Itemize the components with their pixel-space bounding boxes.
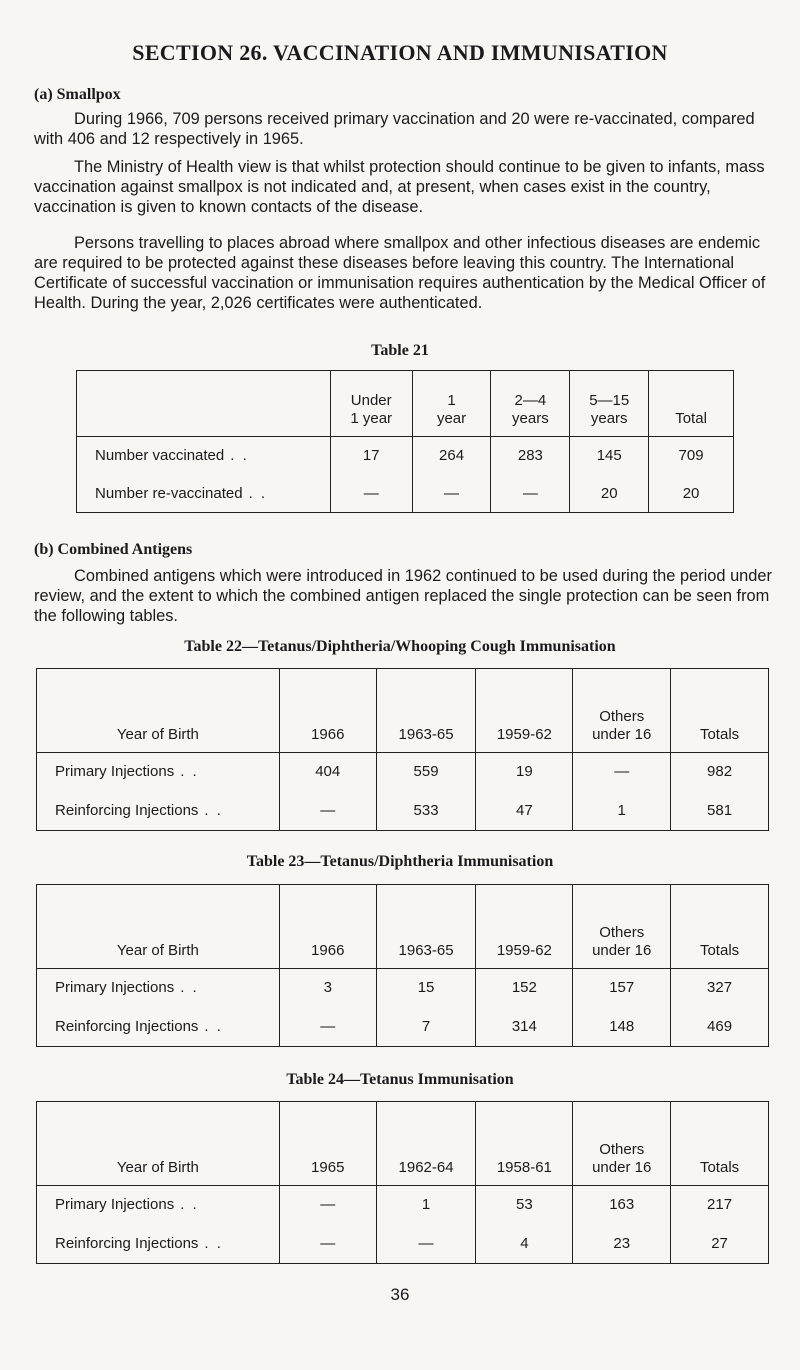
row-label <box>37 969 280 1007</box>
row-label-text: Reinforcing Injections <box>55 1234 199 1252</box>
row-label-text: Reinforcing Injections <box>55 1017 199 1035</box>
cell: 1 <box>376 1186 476 1224</box>
header-text: 1966 <box>311 726 345 743</box>
table-21-header-label <box>77 371 331 437</box>
leader-dots: . . <box>180 1196 199 1214</box>
cell: 581 <box>671 791 769 831</box>
table-21-header-total <box>649 371 734 437</box>
table-row <box>77 475 734 513</box>
cell: 53 <box>476 1186 573 1224</box>
header-text: Totals <box>699 726 740 743</box>
header-text: 2—4 years <box>512 392 549 427</box>
header-text: Totals <box>699 942 740 959</box>
cell: 3 <box>279 969 376 1007</box>
table-21-header-under-1 <box>330 371 412 437</box>
header-text: 5—15 years <box>589 392 630 427</box>
cell: 4 <box>476 1224 573 1264</box>
header-text: Others under 16 <box>592 708 652 743</box>
header-text: 1 year <box>436 392 467 427</box>
cell: — <box>279 1186 376 1224</box>
header-text: 1959-62 <box>496 942 552 959</box>
table-row <box>37 1224 769 1264</box>
header-text: Others under 16 <box>592 1141 652 1176</box>
row-label <box>37 1007 280 1047</box>
table-row <box>77 437 734 475</box>
leader-dots: . . <box>204 1234 223 1252</box>
row-label-text: Primary Injections <box>55 1196 175 1214</box>
cell: 27 <box>671 1224 769 1264</box>
table-24-header-totals <box>671 1102 769 1186</box>
header-text: 1966 <box>311 942 345 959</box>
table-24-header-others <box>573 1102 671 1186</box>
paragraph-smallpox-1: During 1966, 709 persons received primary vaccination and 20 were re-vaccinated, compared with 406 and 12 respectively in 1965. <box>34 110 755 148</box>
cell: — <box>412 475 491 513</box>
header-text: Totals <box>699 1159 740 1176</box>
table-23-header-year-of-birth <box>37 885 280 969</box>
table-23-header-others <box>573 885 671 969</box>
leader-dots: . . <box>204 1017 223 1035</box>
cell: 709 <box>649 437 734 475</box>
row-label-text: Reinforcing Injections <box>55 801 199 819</box>
cell: 982 <box>671 753 769 791</box>
row-label <box>37 1186 280 1224</box>
table-23-title: Table 23—Tetanus/Diphtheria Immunisation <box>246 853 554 870</box>
cell: 1 <box>573 791 671 831</box>
row-label <box>77 475 331 513</box>
cell: 469 <box>671 1007 769 1047</box>
cell: 157 <box>573 969 671 1007</box>
table-23 <box>36 884 769 1047</box>
cell: 559 <box>376 753 476 791</box>
table-24-header-year-of-birth <box>37 1102 280 1186</box>
table-22-header-1959-62 <box>476 669 573 753</box>
header-text: 1962-64 <box>398 1159 454 1176</box>
header-text: Year of Birth <box>116 942 199 959</box>
row-label-text: Primary Injections <box>55 763 175 781</box>
subheading-smallpox: (a) Smallpox <box>34 86 121 103</box>
header-text: 1963-65 <box>398 942 454 959</box>
header-text: 1958-61 <box>496 1159 552 1176</box>
paragraph-combined-antigens: Combined antigens which were introduced in 1962 continued to be used during the period under review, and the extent to which the combined antigen replaced the single protection can be seen from the following tables. <box>34 567 772 625</box>
row-label <box>37 791 280 831</box>
table-21-title: Table 21 <box>371 342 429 359</box>
header-text: 1959-62 <box>496 726 552 743</box>
cell: 7 <box>376 1007 476 1047</box>
section-title: SECTION 26. VACCINATION AND IMMUNISATION <box>132 40 668 65</box>
row-label <box>37 753 280 791</box>
leader-dots: . . <box>248 484 268 502</box>
leader-dots: . . <box>180 979 199 997</box>
cell: 47 <box>476 791 573 831</box>
leader-dots: . . <box>230 447 249 465</box>
table-24-header-1962-64 <box>376 1102 476 1186</box>
paragraph-smallpox-2: The Ministry of Health view is that whilst protection should continue to be given to infants, mass vaccination against smallpox is not indicated and, at present, when cases exist in the country, vaccination is given to known contacts of the disease. <box>34 158 765 216</box>
cell: — <box>279 1007 376 1047</box>
table-row <box>37 969 769 1007</box>
cell: 404 <box>279 753 376 791</box>
cell: 283 <box>491 437 570 475</box>
cell: 163 <box>573 1186 671 1224</box>
cell: 17 <box>330 437 412 475</box>
header-text: Others under 16 <box>592 924 652 959</box>
table-23-header-1966 <box>279 885 376 969</box>
table-23-header-1963-65 <box>376 885 476 969</box>
row-label-text: Primary Injections <box>55 979 175 997</box>
cell: 327 <box>671 969 769 1007</box>
leader-dots: . . <box>180 763 199 781</box>
table-24 <box>36 1101 769 1264</box>
cell: 15 <box>376 969 476 1007</box>
header-text: Year of Birth <box>116 1159 199 1176</box>
table-row <box>37 753 769 791</box>
table-22-header-year-of-birth <box>37 669 280 753</box>
table-22-header-others <box>573 669 671 753</box>
cell: — <box>279 1224 376 1264</box>
table-22-header-1966 <box>279 669 376 753</box>
header-text: 1963-65 <box>398 726 454 743</box>
table-21 <box>76 370 734 513</box>
subheading-combined-antigens: (b) Combined Antigens <box>34 541 193 558</box>
table-22-title: Table 22—Tetanus/Diphtheria/Whooping Cough Immunisation <box>184 638 616 655</box>
table-row <box>37 1007 769 1047</box>
header-text: 1965 <box>311 1159 345 1176</box>
header-text: Total <box>675 410 707 427</box>
table-21-header-5-15 <box>570 371 649 437</box>
table-row <box>37 1186 769 1224</box>
cell: 533 <box>376 791 476 831</box>
row-label-text: Number vaccinated <box>95 447 225 465</box>
cell: — <box>279 791 376 831</box>
table-23-header-1959-62 <box>476 885 573 969</box>
table-21-header-1-year <box>412 371 491 437</box>
table-21-header-2-4 <box>491 371 570 437</box>
row-label <box>37 1224 280 1264</box>
table-23-header-totals <box>671 885 769 969</box>
cell: 20 <box>649 475 734 513</box>
table-22-header-1963-65 <box>376 669 476 753</box>
cell: — <box>491 475 570 513</box>
cell: 20 <box>570 475 649 513</box>
cell: 23 <box>573 1224 671 1264</box>
table-22 <box>36 668 769 831</box>
cell: — <box>330 475 412 513</box>
table-24-title: Table 24—Tetanus Immunisation <box>286 1071 514 1088</box>
paragraph-smallpox-3: Persons travelling to places abroad where smallpox and other infectious diseases are endemic are required to be protected against these diseases before leaving this country. The International Certificate of successful vaccination or immunisation requires authentication by the Medical Officer of Health. During the year, 2,026 certificates were authenticated. <box>34 234 766 312</box>
cell: — <box>573 753 671 791</box>
page-number: 36 <box>390 1285 410 1304</box>
row-label <box>77 437 331 475</box>
cell: 152 <box>476 969 573 1007</box>
table-24-header-1965 <box>279 1102 376 1186</box>
header-text: Year of Birth <box>116 726 199 743</box>
table-row <box>37 791 769 831</box>
cell: 145 <box>570 437 649 475</box>
row-label-text: Number re-vaccinated <box>95 484 243 502</box>
header-text: Under 1 year <box>350 392 393 427</box>
cell: — <box>376 1224 476 1264</box>
cell: 148 <box>573 1007 671 1047</box>
table-22-header-totals <box>671 669 769 753</box>
cell: 264 <box>412 437 491 475</box>
cell: 217 <box>671 1186 769 1224</box>
cell: 19 <box>476 753 573 791</box>
cell: 314 <box>476 1007 573 1047</box>
leader-dots: . . <box>204 801 223 819</box>
table-24-header-1958-61 <box>476 1102 573 1186</box>
